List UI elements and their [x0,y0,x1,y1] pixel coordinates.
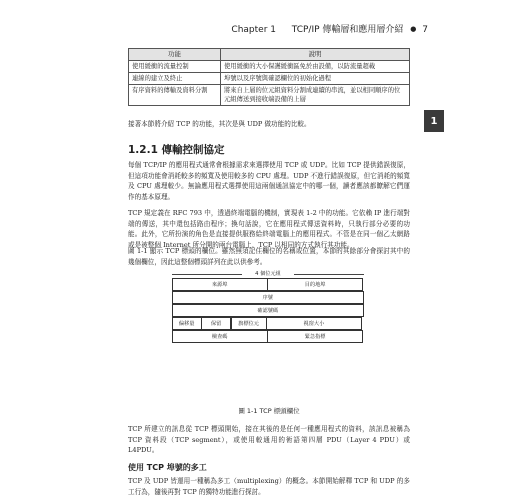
field-window-size: 視窗大小 [266,317,362,331]
figure-row [172,291,364,304]
section-paragraph-1: 每個 TCP/IP 的應用程式通常會根據需求來選擇使用 TCP 或 UDP。比如 TCP 提供錯誤復原，但這項功能會消耗較多的頻寬及使用較多的 CPU 處理。UDP 不進行錯誤復原，但它消耗的頻寬及 CPU 處理較少。無論應用程式選擇使用這兩個通訊協定中的哪一個，讀者應該都瞭解它們運作的基本原理。 [128,161,410,201]
table-cell: 使用緩衝的大小保護緩衝區免於由設備，以防流量超載 [221,61,410,73]
table-row [129,85,410,106]
table-cell: 連線的建立及終止 [129,73,221,85]
figure-row [172,304,364,317]
subsection-paragraph: TCP 及 UDP 皆運用一種稱為多工（multiplexing）的概念。本節開始解釋 TCP 和 UDP 的多工行為，隨後再對 TCP 的獨特功能進行探討。 [128,477,410,496]
figure-row [172,317,364,330]
field-ack-number: 確認號碼 [172,304,364,318]
field-flag-bits: 旗標位元 [231,317,267,331]
page-number: 7 [422,25,428,35]
table-cell: 將來自上層的位元組資料分割成連續的串流，並以相同順序的位元組傳送到接收端設備的上層 [221,85,410,106]
chapter-tab: 1 [424,110,444,132]
function-table [128,48,410,106]
section-paragraph-2: TCP 規定義在 RFC 793 中，透過終端電腦的機制，實現表 1-2 中的功能。它依賴 IP 進行端對端的傳送，其中還包括路由程序；換句話說，它在應用程式傳送資料時，只執行部分必要的功能。此外，它所扮演的角色是直接提供服務給終端電腦上的應用程式。不管是在同一個乙太網路或是被整個 Internet 所分開的兩台電腦上，TCP 以相同的方式執行其功能。 [128,209,410,249]
field-reserved: 保留 [201,317,231,331]
after-figure-paragraph: TCP 所建立的訊息從 TCP 標頭開始，接在其後的是任何一種應用程式的資料，該訊息被稱為 TCP 資料段（TCP segment），或使用較通用的術語第四層 PDU（Layer 4 PDU）或 L4PDU。 [128,425,410,455]
table-header-cell: 說明 [221,49,410,61]
field-destination-port: 目的地埠 [267,278,363,292]
table-cell: 埠號以及序號與確認欄位的初始化過程 [221,73,410,85]
figure-width-label: 4 個位元組 [172,270,364,278]
subsection-heading: 使用 TCP 埠號的多工 [128,463,207,472]
table-cell: 有序資料的傳輸及資料分割 [129,85,221,106]
field-source-port: 來源埠 [172,278,268,292]
chapter-label: Chapter 1 [231,25,276,35]
section-paragraph-3: 圖 1-1 顯示 TCP 標頭的欄位。雖然無須記住欄位的名稱或位置，本節的其餘部分會探討其中的幾個欄位，因此這整個標頭詳列在此以供參考。 [128,247,410,266]
running-header [231,22,428,35]
field-sequence-number: 序號 [172,291,364,305]
table-header-cell: 功能 [129,49,221,61]
field-checksum: 檢查碼 [172,330,268,344]
figure-row [172,330,364,343]
field-urgent-pointer: 緊急指標 [267,330,363,344]
figure-caption: 圖 1-1 TCP 標頭欄位 [238,407,300,415]
intro-paragraph: 接著本節將介紹 TCP 的功能，其次是與 UDP 做功能的比較。 [128,120,311,128]
figure-row [172,278,364,291]
field-offset: 偏移量 [172,317,202,331]
tcp-header-figure [172,270,364,343]
section-heading: 1.2.1 傳輸控制協定 [128,144,225,156]
table-row [129,73,410,85]
table-header-row [129,49,410,61]
table-row [129,61,410,73]
table-cell: 使用緩衝的流量控制 [129,61,221,73]
chapter-title: TCP/IP 傳輸層和應用層介紹 [291,25,404,35]
bullet-icon: ● [410,25,417,33]
